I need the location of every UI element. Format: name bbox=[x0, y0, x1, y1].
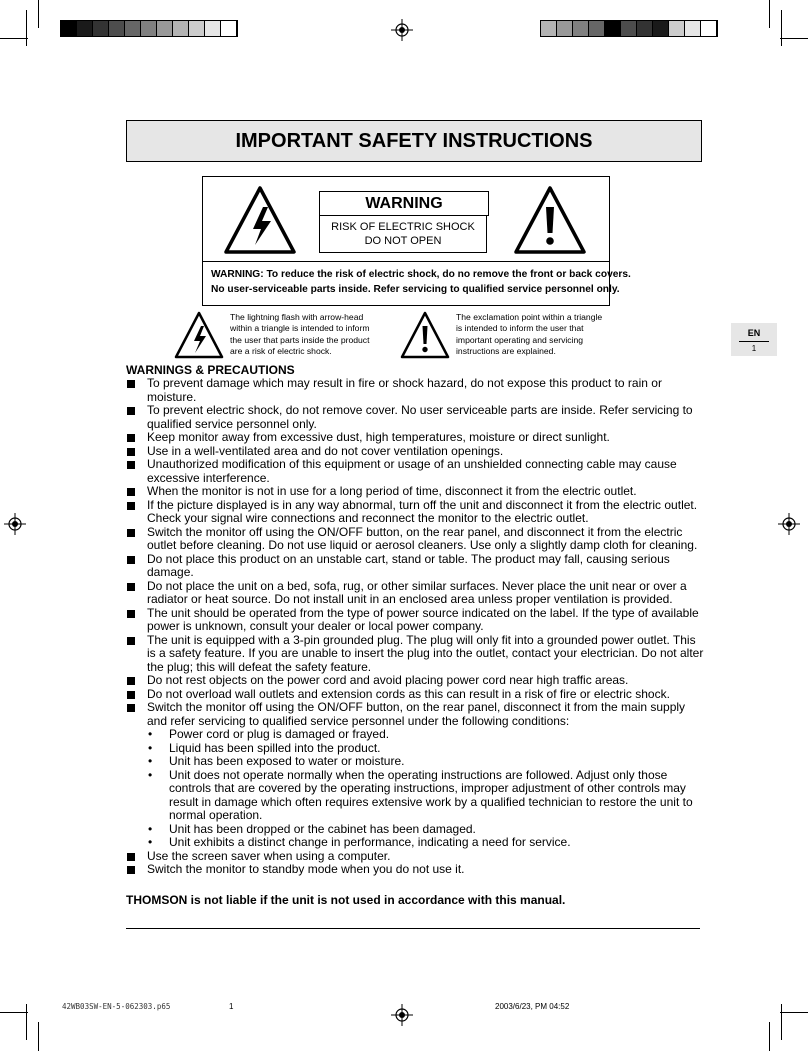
exclamation-note bbox=[456, 312, 602, 358]
lightning-note bbox=[230, 312, 370, 358]
list-item bbox=[126, 850, 706, 864]
list-item bbox=[126, 553, 706, 580]
square-bullet-icon bbox=[127, 407, 135, 415]
footer-filename: 42WB03SW-EN-5-062303.p65 bbox=[62, 1002, 171, 1011]
warning-text-line: WARNING: To reduce the risk of electric shock, do no remove the front or back covers. bbox=[211, 269, 631, 280]
registration-mark-icon bbox=[4, 513, 26, 535]
list-item bbox=[126, 458, 706, 485]
list-item-text: When the monitor is not in use for a long period of time, disconnect it from the electric outlet. bbox=[147, 484, 637, 498]
list-item-text: The unit should be operated from the type of power source indicated on the label. If the type of available power is unknown, consult your dealer or local power company. bbox=[147, 605, 699, 633]
color-calibration-bar-left bbox=[60, 20, 238, 37]
sub-list-item bbox=[126, 823, 706, 837]
note-line: within a triangle is intended to inform bbox=[230, 323, 370, 334]
note-line: the user that parts inside the product bbox=[230, 334, 370, 345]
registration-mark-icon bbox=[778, 513, 800, 535]
list-item-text: Unit has been dropped or the cabinet has been damaged. bbox=[169, 821, 476, 836]
list-item-text: If the picture displayed is in any way abnormal, turn off the unit and disconnect it from the electric outlet. Check your signal wire connections and reconnect the monitor to the electric outlet. bbox=[147, 497, 698, 525]
list-item-text: Use in a well-ventilated area and do not cover ventilation openings. bbox=[147, 443, 504, 458]
list-item bbox=[126, 445, 706, 459]
list-item-text: To prevent electric shock, do not remove cover. No user serviceable parts are inside. Refer servicing to qualified service personnel only. bbox=[147, 403, 693, 431]
note-line: are a risk of electric shock. bbox=[230, 346, 332, 357]
color-swatch bbox=[109, 21, 125, 36]
color-swatch bbox=[701, 21, 717, 36]
page-number: 1 bbox=[751, 344, 757, 353]
language-code: EN bbox=[747, 328, 761, 338]
language-tab bbox=[731, 323, 777, 356]
lightning-triangle-icon bbox=[174, 311, 224, 359]
square-bullet-icon bbox=[127, 691, 135, 699]
square-bullet-icon bbox=[127, 610, 135, 618]
color-swatch bbox=[605, 21, 621, 36]
color-swatch bbox=[685, 21, 701, 36]
color-swatch bbox=[653, 21, 669, 36]
square-bullet-icon bbox=[127, 461, 135, 469]
list-item bbox=[126, 404, 706, 431]
list-item bbox=[126, 701, 706, 728]
color-swatch bbox=[573, 21, 589, 36]
color-swatch bbox=[173, 21, 189, 36]
square-bullet-icon bbox=[127, 488, 135, 496]
divider bbox=[203, 261, 609, 262]
section-heading: WARNINGS & PRECAUTIONS bbox=[126, 363, 295, 377]
color-swatch bbox=[189, 21, 205, 36]
exclamation-triangle-icon bbox=[513, 185, 587, 255]
footer-page-number: 1 bbox=[229, 1002, 234, 1011]
list-item-text: Do not place this product on an unstable cart, stand or table. The product may fall, causing serious damage. bbox=[147, 551, 670, 579]
square-bullet-icon bbox=[127, 529, 135, 537]
note-line: is intended to inform the user that bbox=[456, 323, 584, 334]
list-item bbox=[126, 674, 706, 688]
list-item-text: Do not rest objects on the power cord and avoid placing power cord near high traffic areas. bbox=[147, 673, 629, 687]
color-swatch bbox=[61, 21, 77, 36]
list-item bbox=[126, 607, 706, 634]
color-swatch bbox=[589, 21, 605, 36]
list-item bbox=[126, 526, 706, 553]
square-bullet-icon bbox=[127, 448, 135, 456]
color-swatch bbox=[541, 21, 557, 36]
color-swatch bbox=[557, 21, 573, 36]
note-line: instructions are explained. bbox=[456, 346, 556, 357]
warning-header: WARNING bbox=[319, 191, 489, 216]
warning-subtitle-line: RISK OF ELECTRIC SHOCK bbox=[331, 221, 475, 233]
list-item bbox=[126, 863, 706, 877]
round-bullet-icon: • bbox=[148, 754, 153, 768]
square-bullet-icon bbox=[127, 502, 135, 510]
list-item bbox=[126, 634, 706, 675]
list-item-text: Do not overload wall outlets and extension cords as this can result in a risk of fire or electric shock. bbox=[147, 686, 670, 701]
list-item-text: To prevent damage which may result in fire or shock hazard, do not expose this product to rain or moisture. bbox=[147, 376, 662, 404]
list-item-text: Unauthorized modification of this equipment or usage of an unshielded connecting cable may cause excessive interference. bbox=[147, 457, 677, 485]
list-item-text: Keep monitor away from excessive dust, high temperatures, moisture or direct sunlight. bbox=[147, 430, 610, 444]
list-item-text: The unit is equipped with a 3-pin grounded plug. The plug will only fit into a grounded power outlet. This is a safety feature. If you are unable to insert the plug into the outlet, contact your electrician. Do not alter the plug; this will defeat the safety feature. bbox=[147, 632, 704, 674]
warning-subtitle bbox=[319, 215, 487, 253]
footer-timestamp: 2003/6/23, PM 04:52 bbox=[495, 1002, 570, 1011]
square-bullet-icon bbox=[127, 583, 135, 591]
registration-mark-icon bbox=[391, 1004, 413, 1026]
divider bbox=[126, 928, 700, 929]
round-bullet-icon: • bbox=[148, 767, 153, 782]
disclaimer: THOMSON is not liable if the unit is not used in accordance with this manual. bbox=[126, 893, 566, 907]
note-line: The exclamation point within a triangle bbox=[456, 312, 603, 322]
list-item-text: Switch the monitor to standby mode when you do not use it. bbox=[147, 862, 465, 876]
note-line: important operating and servicing bbox=[456, 334, 584, 345]
list-item bbox=[126, 499, 706, 526]
sub-list-item bbox=[126, 742, 706, 756]
color-swatch bbox=[221, 21, 237, 36]
list-item-text: Do not place the unit on a bed, sofa, rug, or other similar surfaces. Never place the unit near or over a radiator or heat source. Do not install unit in an enclosed area unless proper ventilation is provided. bbox=[147, 578, 687, 606]
list-item-text: Use the screen saver when using a computer. bbox=[147, 848, 391, 863]
warning-text bbox=[211, 267, 631, 297]
round-bullet-icon: • bbox=[148, 740, 153, 755]
round-bullet-icon: • bbox=[148, 835, 153, 849]
list-item-text: Switch the monitor off using the ON/OFF button, on the rear panel, disconnect it from the main supply and refer servicing to qualified service personnel under the following conditions: bbox=[147, 700, 686, 728]
warning-text-line: No user-serviceable parts inside. Refer servicing to qualified service personnel only. bbox=[211, 284, 620, 295]
square-bullet-icon bbox=[127, 637, 135, 645]
square-bullet-icon bbox=[127, 434, 135, 442]
warning-subtitle-line: DO NOT OPEN bbox=[364, 235, 442, 247]
page-title: IMPORTANT SAFETY INSTRUCTIONS bbox=[126, 120, 702, 162]
list-item bbox=[126, 580, 706, 607]
list-item bbox=[126, 431, 706, 445]
square-bullet-icon bbox=[127, 556, 135, 564]
precautions-list bbox=[126, 377, 706, 877]
square-bullet-icon bbox=[127, 380, 135, 388]
color-calibration-bar-right bbox=[540, 20, 718, 37]
color-swatch bbox=[141, 21, 157, 36]
color-swatch bbox=[205, 21, 221, 36]
sub-list-item bbox=[126, 755, 706, 769]
sub-list-item bbox=[126, 836, 706, 850]
sub-list-item bbox=[126, 769, 706, 823]
list-item-text: Unit has been exposed to water or moisture. bbox=[169, 754, 405, 768]
color-swatch bbox=[669, 21, 685, 36]
color-swatch bbox=[77, 21, 93, 36]
sub-list-item bbox=[126, 728, 706, 742]
exclamation-triangle-icon bbox=[400, 311, 450, 359]
list-item-text: Power cord or plug is damaged or frayed. bbox=[169, 727, 390, 741]
square-bullet-icon bbox=[127, 677, 135, 685]
list-item bbox=[126, 377, 706, 404]
list-item bbox=[126, 485, 706, 499]
color-swatch bbox=[125, 21, 141, 36]
list-item-text: Unit exhibits a distinct change in performance, indicating a need for service. bbox=[169, 835, 571, 849]
divider bbox=[739, 341, 769, 342]
warning-panel bbox=[202, 176, 631, 306]
round-bullet-icon: • bbox=[148, 821, 153, 836]
list-item-text: Liquid has been spilled into the product. bbox=[169, 740, 381, 755]
lightning-triangle-icon bbox=[223, 185, 297, 255]
registration-mark-icon bbox=[391, 19, 413, 41]
color-swatch bbox=[157, 21, 173, 36]
list-item bbox=[126, 688, 706, 702]
square-bullet-icon bbox=[127, 866, 135, 874]
square-bullet-icon bbox=[127, 853, 135, 861]
color-swatch bbox=[621, 21, 637, 36]
list-item-text: Switch the monitor off using the ON/OFF button, on the rear panel, and disconnect it from the electric outlet before cleaning. Do not use liquid or aerosol cleaners. Use only a slightly damp cloth for cleaning. bbox=[147, 524, 698, 552]
color-swatch bbox=[637, 21, 653, 36]
color-swatch bbox=[93, 21, 109, 36]
square-bullet-icon bbox=[127, 704, 135, 712]
list-item-text: Unit does not operate normally when the operating instructions are followed. Adjust only those controls that are covered by the operating instructions, improper adjustment of other controls may result in damage which often requires extensive work by a qualified technician to restore the unit to normal operation. bbox=[169, 767, 693, 822]
round-bullet-icon: • bbox=[148, 727, 153, 741]
note-line: The lightning flash with arrow-head bbox=[230, 312, 364, 322]
